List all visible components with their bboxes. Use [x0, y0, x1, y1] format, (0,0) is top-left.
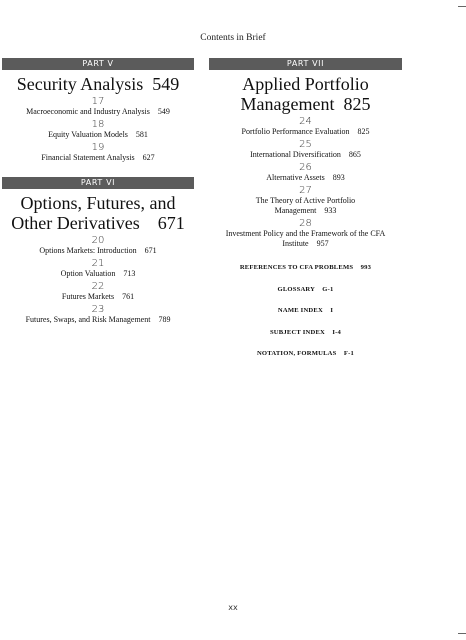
edge-mark: [458, 6, 466, 7]
chapter-title: Futures, Swaps, and Risk Management 789: [25, 315, 171, 324]
chapter-number: 20: [91, 235, 105, 246]
chapter-number: 21: [91, 258, 105, 269]
chapter-title: Macroeconomic and Industry Analysis 549: [26, 107, 170, 116]
chapter-title: Portfolio Performance Evaluation 825: [241, 127, 370, 136]
back-matter-item: SUBJECT INDEX I-4: [269, 328, 342, 336]
left-column: [2, 58, 194, 326]
chapter-title: Investment Policy and the Framework of the CFA Institute 957: [225, 229, 388, 248]
chapter-number: 27: [299, 185, 312, 196]
chapter-number: 24: [299, 116, 312, 127]
part-label: PART VI: [2, 177, 194, 189]
chapter-title: Futures Markets 761: [61, 292, 135, 301]
back-matter-item: GLOSSARY G-1: [277, 285, 334, 293]
chapter-number: 25: [299, 139, 312, 150]
part-title: Applied Portfolio Management 825: [240, 74, 374, 114]
chapter-number: 28: [299, 218, 312, 229]
part-title: Options, Futures, and Other Derivatives 671: [11, 193, 185, 233]
chapter-title: Financial Statement Analysis 627: [41, 153, 155, 162]
part-label: PART V: [2, 58, 194, 70]
chapter-title: The Theory of Active Portfolio Management 933: [255, 196, 358, 215]
chapter-title: Equity Valuation Models 581: [48, 130, 148, 139]
back-matter-item: NOTATION, FORMULAS F-1: [256, 350, 355, 357]
chapter-title: Alternative Assets 893: [266, 173, 345, 182]
chapter-title: International Diversification 865: [250, 150, 361, 159]
right-column: [209, 58, 402, 371]
part-title: Security Analysis 549: [16, 74, 180, 94]
back-matter-list: [209, 263, 402, 359]
chapter-number: 22: [91, 281, 105, 292]
chapter-number: 17: [91, 96, 105, 107]
running-head: Contents in Brief: [200, 33, 266, 43]
part-block-v: [2, 58, 194, 163]
chapter-title: Option Valuation 713: [60, 269, 136, 278]
chapter-number: 19: [91, 142, 105, 153]
page-number: xx: [228, 603, 238, 612]
back-matter-item: REFERENCES TO CFA PROBLEMS 993: [239, 264, 372, 271]
chapter-title: Options Markets: Introduction 671: [39, 246, 157, 255]
chapter-number: 26: [299, 162, 312, 173]
edge-mark: [458, 633, 466, 634]
part-label: PART VII: [209, 58, 402, 70]
part-block-vi: [2, 177, 194, 325]
chapter-number: 23: [91, 304, 105, 315]
back-matter-item: NAME INDEX I: [277, 307, 334, 314]
chapter-number: 18: [91, 119, 105, 130]
